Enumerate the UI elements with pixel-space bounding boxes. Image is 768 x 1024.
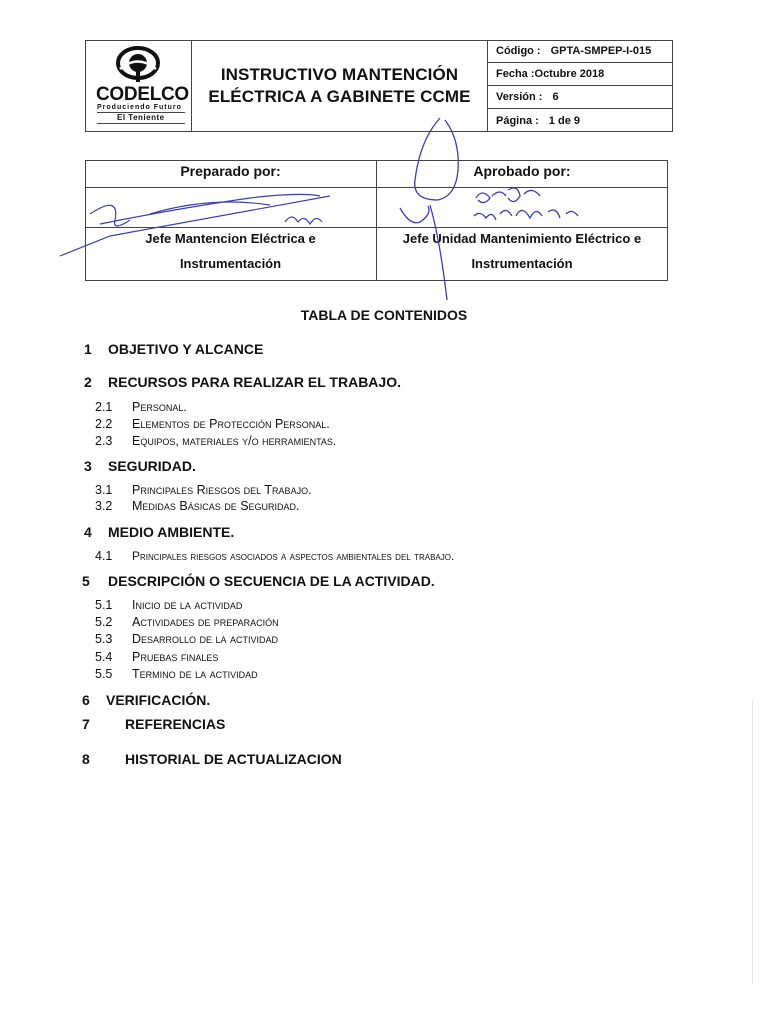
approved-role-line2: Instrumentación — [471, 256, 573, 271]
logo-divider — [97, 123, 185, 124]
toc-subsection-label: Medidas Básicas de Seguridad. — [132, 499, 300, 513]
toc-subsection-number: 5.3 — [95, 632, 113, 646]
meta-code-row — [488, 40, 673, 63]
toc-section-label: MEDIO AMBIENTE. — [108, 524, 235, 540]
logo-site: El Teniente — [117, 113, 165, 122]
meta-code-label: Código : — [496, 45, 541, 57]
toc-section-number: 5 — [82, 573, 90, 589]
toc-subsection-label: Elementos de Protección Personal. — [132, 417, 330, 431]
toc-subsection-number: 5.1 — [95, 598, 113, 612]
approved-by-label: Aprobado por: — [473, 163, 571, 179]
toc-section-label: SEGURIDAD. — [108, 458, 196, 474]
document-title-line1: INSTRUCTIVO MANTENCIÓN — [220, 65, 459, 84]
meta-date-row — [488, 63, 673, 86]
toc-section-label: RECURSOS PARA REALIZAR EL TRABAJO. — [108, 374, 401, 390]
toc-subsection-label: Termino de la actividad — [132, 667, 258, 681]
toc-subsection-number: 5.5 — [95, 667, 113, 681]
toc-section-number: 2 — [84, 374, 92, 390]
prepared-role-line2: Instrumentación — [179, 256, 282, 271]
toc-subsection-number: 5.2 — [95, 615, 113, 629]
toc-subsection-number: 3.2 — [95, 499, 113, 513]
toc-section-label: HISTORIAL DE ACTUALIZACION — [125, 751, 342, 767]
toc-section-label: VERIFICACIÓN. — [106, 692, 211, 708]
toc-subsection-number: 3.1 — [95, 483, 113, 497]
prepared-role — [85, 226, 376, 276]
toc-subsection-label: Equipos, materiales y/o herramientas. — [132, 434, 337, 448]
toc-subsection-number: 2.3 — [95, 434, 113, 448]
toc-title: TABLA DE CONTENIDOS — [300, 307, 468, 323]
meta-date-label: Fecha :Octubre 2018 — [496, 68, 605, 80]
meta-code-value: GPTA-SMPEP-I-015 — [550, 45, 652, 57]
logo-tagline: Produciendo Futuro — [97, 104, 182, 111]
meta-page-row — [488, 109, 673, 132]
approved-role — [376, 226, 668, 276]
toc-subsection-label: Desarrollo de la actividad — [132, 632, 278, 646]
prepared-by-label: Preparado por: — [180, 163, 281, 179]
meta-version-value: 6 — [552, 91, 559, 103]
meta-page-label: Página : — [496, 114, 539, 127]
toc-subsection-label: Pruebas finales — [132, 650, 219, 664]
scan-edge — [752, 700, 753, 984]
signature-rule — [85, 187, 668, 188]
toc-section-label: REFERENCIAS — [125, 716, 226, 732]
toc-section-number: 6 — [82, 692, 90, 708]
toc-subsection-label: Principales riesgos asociados a aspectos ambientales del trabajo. — [132, 549, 455, 563]
toc-section-label: OBJETIVO Y ALCANCE — [108, 341, 264, 357]
toc-subsection-number: 4.1 — [95, 549, 113, 563]
toc-section-number: 7 — [82, 716, 90, 732]
toc-subsection-label: Inicio de la actividad — [132, 598, 243, 612]
prepared-role-line1: Jefe Mantencion Eléctrica e — [145, 231, 316, 246]
document-title-line2: ELÉCTRICA A GABINETE CCME — [208, 87, 471, 106]
toc-subsection-number: 2.1 — [95, 400, 113, 414]
meta-version-row — [488, 86, 673, 109]
toc-subsection-number: 2.2 — [95, 417, 113, 431]
toc-section-label: DESCRIPCIÓN O SECUENCIA DE LA ACTIVIDAD. — [108, 573, 435, 589]
toc-subsection-label: Actividades de preparación — [132, 615, 279, 629]
toc-section-number: 3 — [84, 458, 92, 474]
meta-version-label: Versión : — [496, 91, 543, 103]
toc-subsection-number: 5.4 — [95, 650, 113, 664]
meta-page-value: 1 de 9 — [548, 114, 580, 127]
toc-section-number: 1 — [84, 341, 92, 357]
logo-brand: CODELCO — [96, 84, 189, 105]
toc-section-number: 4 — [84, 524, 92, 540]
toc-section-number: 8 — [82, 751, 90, 767]
toc-subsection-label: Personal. — [132, 400, 187, 414]
approved-role-line1: Jefe Unidad Mantenimiento Eléctrico e — [402, 231, 642, 246]
toc-subsection-label: Principales Riesgos del Trabajo. — [132, 483, 312, 497]
title-cell — [192, 40, 488, 132]
